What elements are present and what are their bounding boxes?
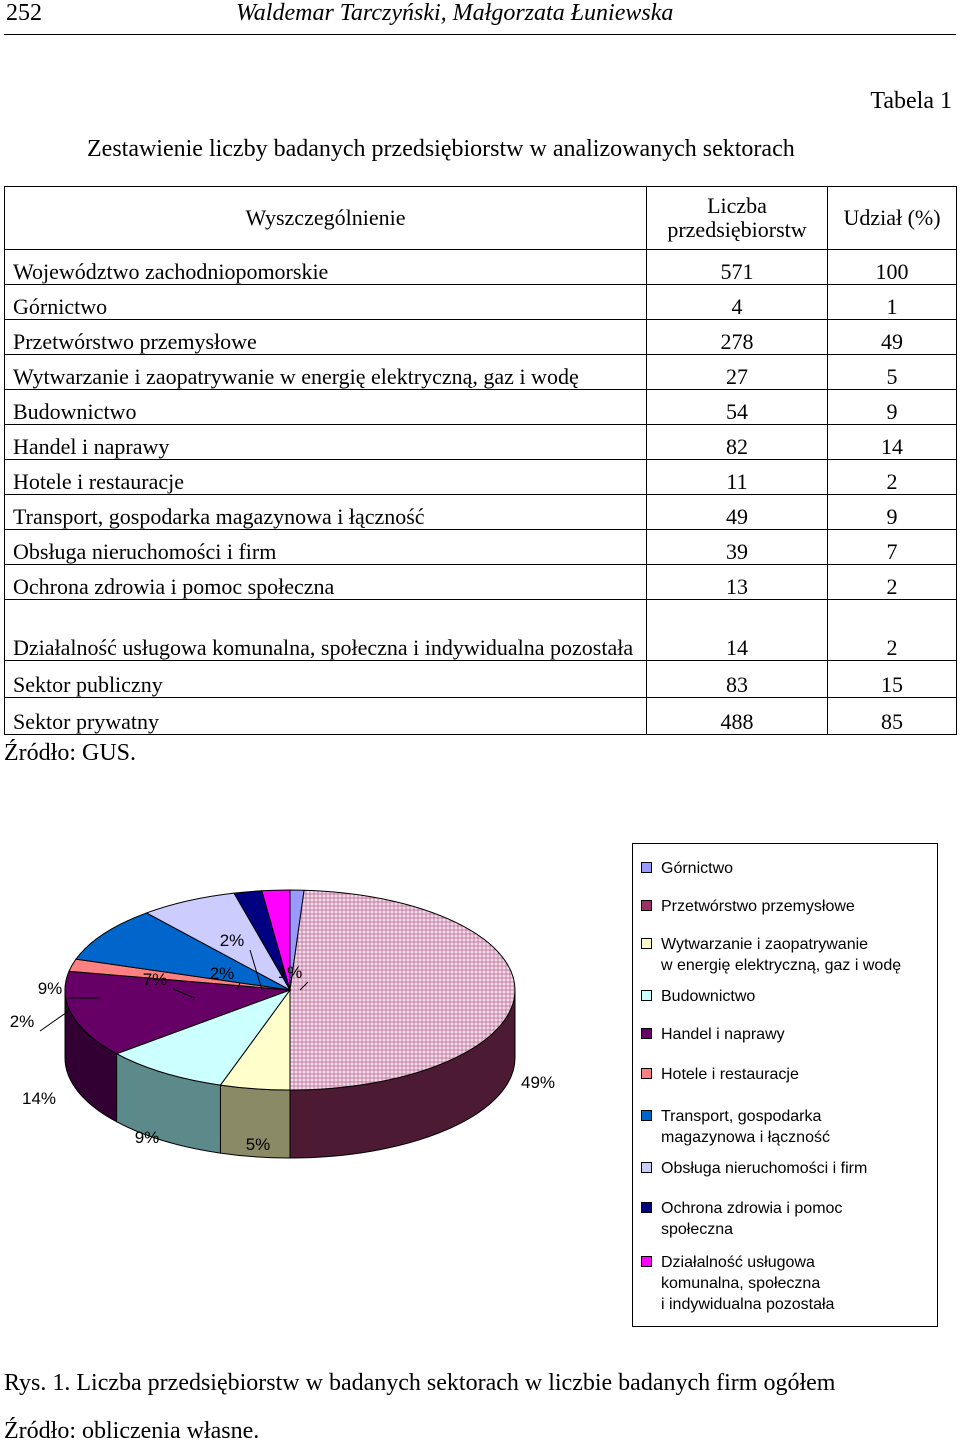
data-label: 5%	[245, 1135, 271, 1154]
row-name: Województwo zachodniopomorskie	[5, 250, 647, 285]
row-count: 488	[647, 698, 828, 735]
legend-swatch	[641, 938, 652, 949]
row-count: 27	[647, 355, 828, 390]
data-label: 2%	[219, 931, 245, 950]
table-row	[5, 600, 957, 661]
row-share: 100	[828, 250, 957, 285]
header-liczba	[647, 187, 828, 250]
legend-item	[641, 896, 855, 917]
header-liczba-text: Liczba przedsiębiorstw	[667, 193, 807, 242]
legend-label: Transport, gospodarka magazynowa i łączność	[661, 1108, 830, 1146]
data-label: 2%	[209, 964, 235, 983]
row-share: 9	[828, 390, 957, 425]
row-name: Ochrona zdrowia i pomoc społeczna	[5, 565, 647, 600]
legend-swatch	[641, 1162, 652, 1173]
table-title: Zestawienie liczby badanych przedsiębiorstw w analizowanych sektorach	[87, 136, 795, 162]
data-label: 49%	[520, 1073, 556, 1092]
row-name: Sektor prywatny	[5, 698, 647, 735]
data-label: 7%	[142, 970, 168, 989]
row-share: 14	[828, 425, 957, 460]
row-name: Handel i naprawy	[5, 425, 647, 460]
figure-caption: Rys. 1. Liczba przedsiębiorstw w badanych sektorach w liczbie badanych firm ogółem	[4, 1370, 836, 1396]
legend-label: Budownictwo	[661, 988, 756, 1005]
legend-item	[641, 1064, 799, 1085]
row-name: Obsługa nieruchomości i firm	[5, 530, 647, 565]
legend-label: Wytwarzanie i zaopatrywanie w energię elektryczną, gaz i wodę	[661, 936, 902, 974]
legend-swatch	[641, 990, 652, 1001]
row-name: Hotele i restauracje	[5, 460, 647, 495]
table-row	[5, 495, 957, 530]
row-count: 11	[647, 460, 828, 495]
row-share: 15	[828, 661, 957, 698]
table-label: Tabela 1	[870, 88, 952, 114]
legend-label: Obsługa nieruchomości i firm	[661, 1160, 868, 1177]
table-row	[5, 460, 957, 495]
row-name: Wytwarzanie i zaopatrywanie w energię elektryczną, gaz i wodę	[5, 355, 647, 390]
table-row	[5, 355, 957, 390]
legend-label: Ochrona zdrowia i pomoc społeczna	[661, 1200, 843, 1238]
chart-legend	[632, 843, 938, 1327]
table-body	[5, 250, 957, 735]
legend-label: Handel i naprawy	[661, 1026, 785, 1043]
legend-swatch	[641, 1068, 652, 1079]
legend-item	[641, 986, 755, 1007]
legend-item	[641, 858, 733, 879]
legend-item	[641, 1106, 830, 1148]
table-row	[5, 698, 957, 735]
data-label: 2%	[9, 1012, 35, 1031]
row-name: Górnictwo	[5, 285, 647, 320]
legend-swatch	[641, 1028, 652, 1039]
table-row	[5, 285, 957, 320]
legend-swatch	[641, 1110, 652, 1121]
legend-item	[641, 1158, 867, 1179]
row-share: 5	[828, 355, 957, 390]
row-name: Sektor publiczny	[5, 661, 647, 698]
header-udzial: Udział (%)	[828, 187, 957, 250]
row-share: 1	[828, 285, 957, 320]
row-name: Budownictwo	[5, 390, 647, 425]
table-row	[5, 250, 957, 285]
row-share: 2	[828, 460, 957, 495]
row-share: 2	[828, 600, 957, 661]
table-row	[5, 565, 957, 600]
row-share: 7	[828, 530, 957, 565]
table-header-row	[5, 187, 957, 250]
row-count: 39	[647, 530, 828, 565]
legend-item	[641, 1252, 834, 1315]
legend-item	[641, 934, 901, 976]
row-name: Działalność usługowa komunalna, społeczna i indywidualna pozostała	[5, 600, 647, 661]
row-count: 83	[647, 661, 828, 698]
row-name: Przetwórstwo przemysłowe	[5, 320, 647, 355]
legend-swatch	[641, 1256, 652, 1267]
data-label: 9%	[134, 1128, 160, 1147]
data-label: 9%	[37, 979, 63, 998]
data-label: 1%	[277, 963, 303, 982]
row-share: 2	[828, 565, 957, 600]
legend-label: Hotele i restauracje	[661, 1066, 799, 1083]
running-head-authors: Waldemar Tarczyński, Małgorzata Łuniewska	[236, 0, 674, 26]
table-row	[5, 390, 957, 425]
row-count: 4	[647, 285, 828, 320]
legend-label: Górnictwo	[661, 860, 734, 877]
legend-swatch	[641, 1202, 652, 1213]
legend-item	[641, 1198, 842, 1240]
table-row	[5, 425, 957, 460]
table-source: Źródło: GUS.	[4, 740, 136, 766]
page-number: 252	[6, 0, 42, 26]
row-share: 85	[828, 698, 957, 735]
legend-swatch	[641, 900, 652, 911]
legend-label: Przetwórstwo przemysłowe	[661, 898, 855, 915]
table-row	[5, 661, 957, 698]
row-share: 9	[828, 495, 957, 530]
row-count: 571	[647, 250, 828, 285]
legend-label: Działalność usługowa komunalna, społeczna i indywidualna pozostała	[661, 1254, 835, 1313]
row-count: 82	[647, 425, 828, 460]
figure-source: Źródło: obliczenia własne.	[4, 1418, 260, 1444]
row-share: 49	[828, 320, 957, 355]
row-count: 278	[647, 320, 828, 355]
row-count: 49	[647, 495, 828, 530]
header-wyszczegolnienie: Wyszczególnienie	[5, 187, 647, 250]
row-name: Transport, gospodarka magazynowa i łączność	[5, 495, 647, 530]
table-row	[5, 530, 957, 565]
row-count: 54	[647, 390, 828, 425]
row-count: 13	[647, 565, 828, 600]
data-label: 14%	[21, 1089, 57, 1108]
data-table	[4, 186, 957, 735]
legend-item	[641, 1024, 785, 1045]
legend-swatch	[641, 862, 652, 873]
header-rule	[4, 34, 956, 35]
row-count: 14	[647, 600, 828, 661]
table-row	[5, 320, 957, 355]
